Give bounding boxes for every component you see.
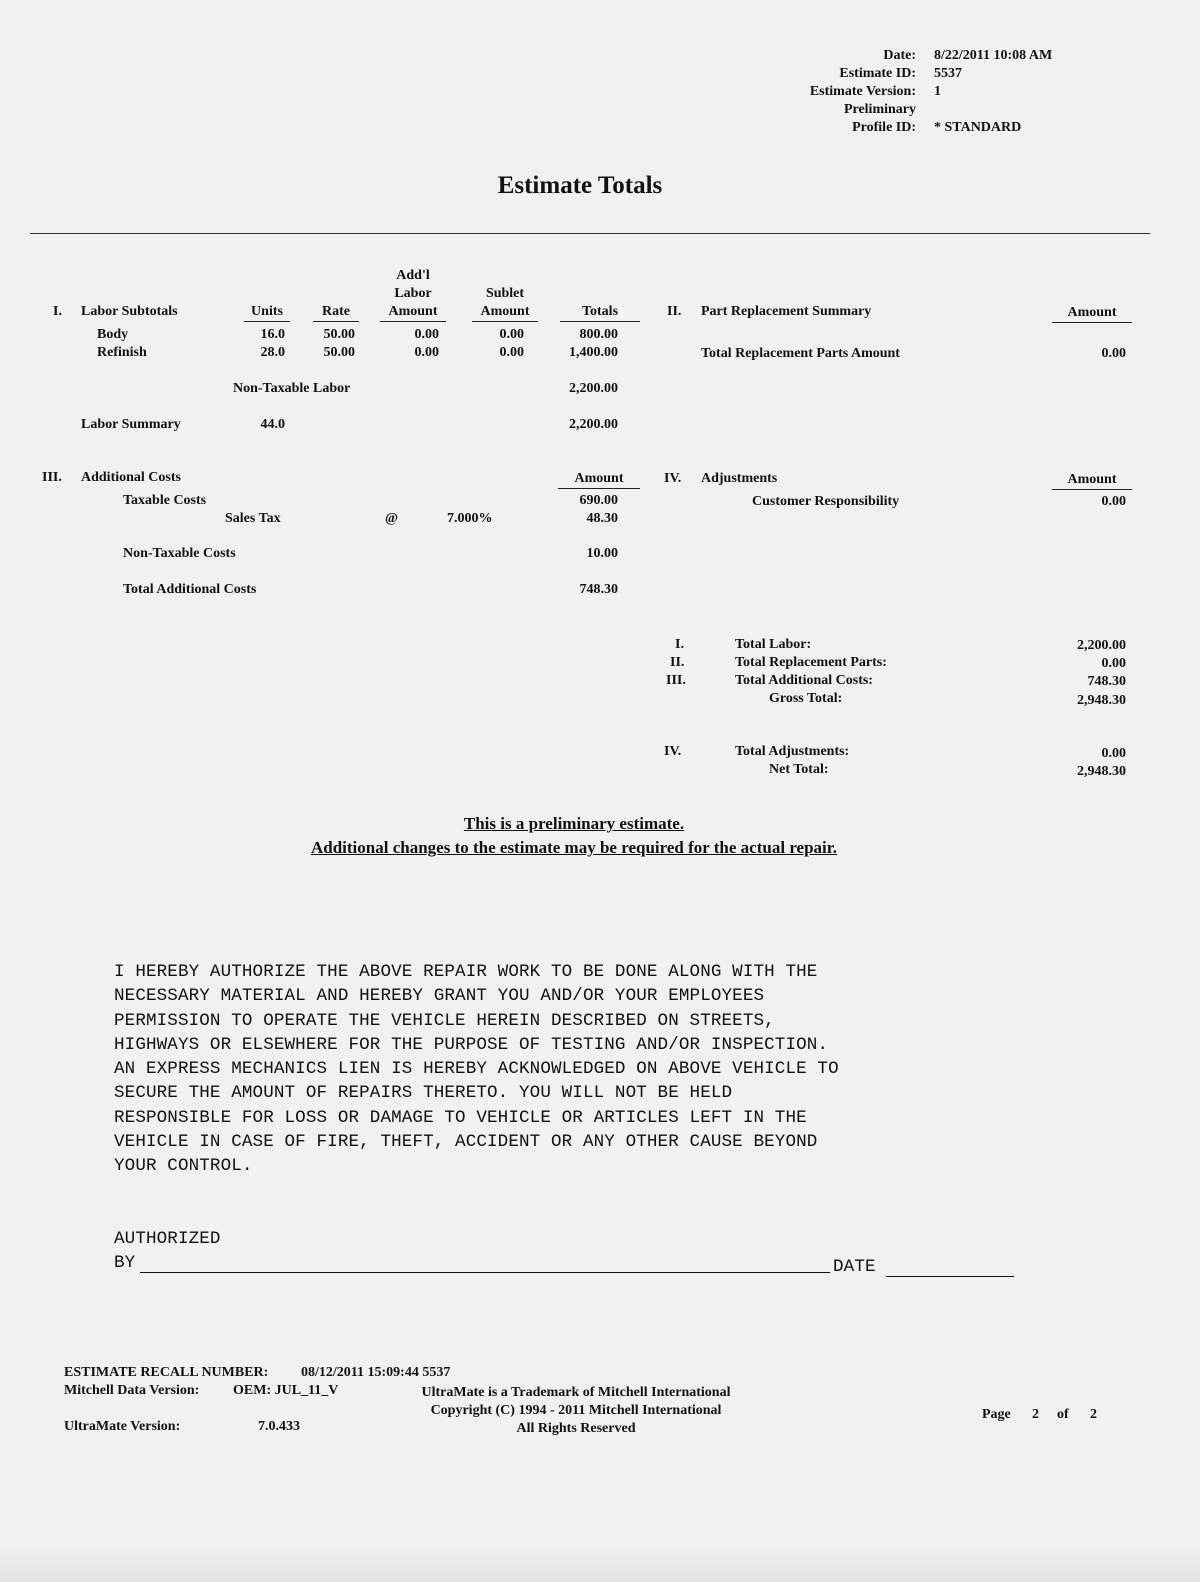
date-label: Date: [883,48,916,63]
date-value: 8/22/2011 10:08 AM [934,48,1053,63]
labor-summary-label: Labor Summary [81,417,181,432]
date-sign-label: DATE [833,1257,876,1277]
additional-heading: Additional Costs [81,470,181,485]
estimate-id-value: 5537 [934,66,962,81]
totals-label: Total Replacement Parts: [735,655,887,670]
authorization-line: RESPONSIBLE FOR LOSS OR DAMAGE TO VEHICLE OR ARTICLES LEFT IN THE [114,1107,807,1128]
totals-label: Total Adjustments: [735,744,850,759]
profile-id-label: Profile ID: [852,120,916,135]
totals-value: 2,948.30 [1077,693,1126,708]
additional-numeral: III. [42,470,62,485]
copyright-text: Copyright (C) 1994 - 2011 Mitchell International [430,1403,722,1418]
totals-label: Total Additional Costs: [735,673,873,688]
ultramate-version-label: UltraMate Version: [64,1419,181,1434]
parts-heading: Part Replacement Summary [701,304,872,319]
adjustments-numeral: IV. [664,471,682,486]
authorization-line: HIGHWAYS OR ELSEWHERE FOR THE PURPOSE OF TESTING AND/OR INSPECTION. [114,1034,829,1055]
totals-label: Net Total: [769,762,829,777]
labor-row-addl: 0.00 [414,327,439,342]
totals-numeral: III. [666,673,686,688]
trademark-text: UltraMate is a Trademark of Mitchell International [421,1385,731,1400]
page-total: 2 [1090,1407,1097,1422]
authorization-line: AN EXPRESS MECHANICS LIEN IS HEREBY ACKNOWLEDGED ON ABOVE VEHICLE TO [114,1059,839,1080]
rights-text: All Rights Reserved [516,1421,636,1436]
by-label: BY [114,1253,136,1273]
non-taxable-labor-label: Non-Taxable Labor [233,381,351,396]
labor-row-units: 28.0 [260,345,285,360]
labor-numeral: I. [53,304,62,319]
sales-tax-value: 48.30 [586,511,618,526]
non-taxable-costs-value: 10.00 [586,546,618,561]
signature-line[interactable] [140,1272,830,1273]
labor-summary-total: 2,200.00 [569,417,618,432]
page-label: Page [982,1407,1011,1422]
parts-total-value: 0.00 [1101,346,1126,361]
notice-line-2: Additional changes to the estimate may be required for the actual repair. [310,838,838,857]
page-of: of [1057,1407,1069,1422]
labor-heading: Labor Subtotals [81,304,178,319]
scan-edge-shadow [0,1542,1200,1582]
totals-value: 0.00 [1101,656,1126,671]
parts-numeral: II. [667,304,682,319]
total-additional-costs-label: Total Additional Costs [123,582,257,597]
labor-row-sublet: 0.00 [499,345,524,360]
totals-numeral: I. [675,637,684,652]
authorization-line: VEHICLE IN CASE OF FIRE, THEFT, ACCIDENT OR ANY OTHER CAUSE BEYOND [114,1132,818,1153]
col-rate: Rate [313,304,359,322]
col-sublet-line2: Amount [472,304,538,322]
page-title: Estimate Totals [497,172,663,199]
customer-responsibility-value: 0.00 [1101,494,1126,509]
data-version-value: OEM: JUL_11_V [233,1383,339,1398]
authorization-line: PERMISSION TO OPERATE THE VEHICLE HEREIN DESCRIBED ON STREETS, [114,1010,775,1031]
recall-value: 08/12/2011 15:09:44 5537 [301,1365,451,1380]
labor-row-addl: 0.00 [414,345,439,360]
authorization-line: SECURE THE AMOUNT OF REPAIRS THERETO. YOU WILL NOT BE HELD [114,1083,733,1104]
sales-tax-at: @ [385,511,399,526]
page-current: 2 [1032,1407,1039,1422]
authorized-label: AUTHORIZED [114,1229,221,1249]
labor-row-label: Body [97,327,129,342]
labor-row-rate: 50.00 [323,327,355,342]
estimate-version-label: Estimate Version: [809,84,916,99]
taxable-costs-label: Taxable Costs [123,493,207,508]
totals-numeral: IV. [664,744,682,759]
non-taxable-labor-value: 2,200.00 [569,381,618,396]
taxable-costs-value: 690.00 [579,493,618,508]
customer-responsibility-label: Customer Responsibility [752,494,900,509]
col-totals: Totals [560,304,640,322]
col-addl-line1: Add'l [396,268,430,283]
notice-line-1: This is a preliminary estimate. [463,814,685,833]
totals-label: Gross Total: [769,691,843,706]
labor-row-units: 16.0 [260,327,285,342]
ultramate-version-value: 7.0.433 [258,1419,300,1434]
additional-col-amount: Amount [558,471,640,489]
totals-numeral: II. [670,655,685,670]
parts-col-amount: Amount [1052,305,1132,323]
date-line[interactable] [886,1276,1014,1277]
data-version-label: Mitchell Data Version: [64,1383,200,1398]
labor-row-rate: 50.00 [323,345,355,360]
non-taxable-costs-label: Non-Taxable Costs [123,546,236,561]
adjustments-col-amount: Amount [1052,472,1132,490]
col-sublet-line1: Sublet [485,286,525,301]
labor-row-sublet: 0.00 [499,327,524,342]
authorization-line: I HEREBY AUTHORIZE THE ABOVE REPAIR WORK TO BE DONE ALONG WITH THE [114,962,818,982]
totals-value: 748.30 [1087,674,1126,689]
col-addl-line2: Labor [394,286,432,301]
parts-total-label: Total Replacement Parts Amount [701,346,900,361]
sales-tax-label: Sales Tax [225,511,281,526]
labor-row-total: 1,400.00 [569,345,618,360]
authorization-line: YOUR CONTROL. [114,1156,253,1177]
totals-value: 2,948.30 [1077,764,1126,779]
title-divider [30,233,1150,234]
recall-label: ESTIMATE RECALL NUMBER: [64,1365,269,1380]
col-addl-line3: Amount [380,304,446,322]
estimate-version-value: 1 [934,84,941,99]
total-additional-costs-value: 748.30 [579,582,618,597]
col-units: Units [244,304,290,322]
labor-row-label: Refinish [97,345,147,360]
labor-row-total: 800.00 [579,327,618,342]
adjustments-heading: Adjustments [701,471,778,486]
sales-tax-rate: 7.000% [447,511,493,526]
totals-value: 0.00 [1101,746,1126,761]
preliminary-label: Preliminary [843,102,916,117]
labor-summary-units: 44.0 [260,417,285,432]
profile-id-value: * STANDARD [934,120,1022,135]
authorization-line: NECESSARY MATERIAL AND HEREBY GRANT YOU AND/OR YOUR EMPLOYEES [114,986,765,1007]
authorization-text [114,960,839,1179]
totals-value: 2,200.00 [1077,638,1126,653]
estimate-id-label: Estimate ID: [839,66,916,81]
totals-label: Total Labor: [735,637,812,652]
